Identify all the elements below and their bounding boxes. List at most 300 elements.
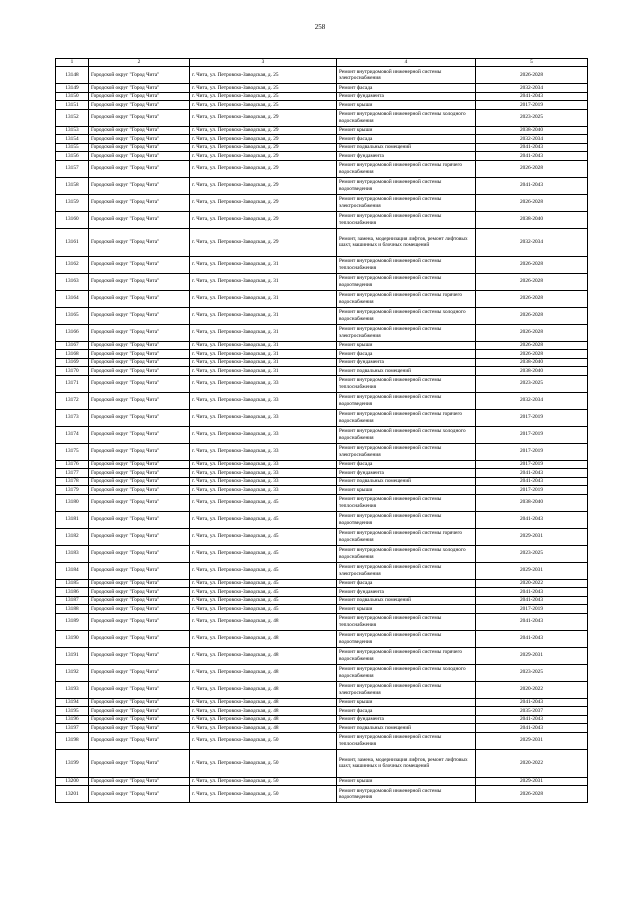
- table-row: [56, 749, 588, 777]
- table-row: [56, 715, 588, 724]
- address-cell: г. Чита, ул. Петровско-Заводская, д. 33: [190, 375, 337, 392]
- address-cell: г. Чита, ул. Петровско-Заводская, д. 45: [190, 588, 337, 597]
- owner-cell: Городской округ "Город Чита": [89, 109, 190, 126]
- row-number-cell: 13173: [56, 409, 89, 426]
- period-cell: 2029-2031: [476, 732, 588, 749]
- page-number: 258: [314, 23, 326, 31]
- period-cell: 2017-2019: [476, 409, 588, 426]
- table-row: [56, 443, 588, 460]
- address-cell: г. Чита, ул. Петровско-Заводская, д. 45: [190, 494, 337, 511]
- work-type-cell: Ремонт внутридомовой инженерной системы горячего водоснабжения: [337, 160, 476, 177]
- row-number-cell: 13192: [56, 664, 89, 681]
- period-cell: 2041-2043: [476, 630, 588, 647]
- work-type-cell: Ремонт, замена, модернизация лифтов, ремонт лифтовых шахт, машинных и блочных помещений: [337, 228, 476, 256]
- period-cell: 2038-2040: [476, 211, 588, 228]
- work-type-cell: Ремонт внутридомовой инженерной системы холодного водоснабжения: [337, 307, 476, 324]
- address-cell: г. Чита, ул. Петровско-Заводская, д. 31: [190, 324, 337, 341]
- period-cell: 2038-2040: [476, 367, 588, 376]
- column-number-2: 2: [89, 59, 190, 67]
- period-cell: 2017-2019: [476, 443, 588, 460]
- address-cell: г. Чита, ул. Петровско-Заводская, д. 31: [190, 367, 337, 376]
- period-cell: 2029-2031: [476, 777, 588, 786]
- column-number-4: 4: [337, 59, 476, 67]
- row-number-cell: 13171: [56, 375, 89, 392]
- row-number-cell: 13181: [56, 511, 89, 528]
- period-cell: 2041-2043: [476, 477, 588, 486]
- work-type-cell: Ремонт крыши: [337, 698, 476, 707]
- table-row: [56, 605, 588, 614]
- period-cell: 2041-2043: [476, 92, 588, 101]
- owner-cell: Городской округ "Город Чита": [89, 290, 190, 307]
- work-type-cell: Ремонт крыши: [337, 126, 476, 135]
- owner-cell: Городской округ "Город Чита": [89, 307, 190, 324]
- period-cell: 2017-2019: [476, 101, 588, 110]
- row-number-cell: 13174: [56, 426, 89, 443]
- period-cell: 2041-2043: [476, 511, 588, 528]
- work-type-cell: Ремонт подвальных помещений: [337, 724, 476, 733]
- period-cell: 2041-2043: [476, 596, 588, 605]
- row-number-cell: 13178: [56, 477, 89, 486]
- table-row: [56, 341, 588, 350]
- owner-cell: Городской округ "Город Чита": [89, 681, 190, 698]
- work-type-cell: Ремонт фундамента: [337, 152, 476, 161]
- row-number-cell: 13152: [56, 109, 89, 126]
- row-number-cell: 13148: [56, 67, 89, 84]
- owner-cell: Городской округ "Город Чита": [89, 707, 190, 716]
- owner-cell: Городской округ "Город Чита": [89, 786, 190, 803]
- address-cell: г. Чита, ул. Петровско-Заводская, д. 29: [190, 143, 337, 152]
- address-cell: г. Чита, ул. Петровско-Заводская, д. 25: [190, 92, 337, 101]
- table-row: [56, 84, 588, 93]
- table-row: [56, 67, 588, 84]
- owner-cell: Городской округ "Город Чита": [89, 477, 190, 486]
- period-cell: 2032-2034: [476, 228, 588, 256]
- table-row: [56, 630, 588, 647]
- address-cell: г. Чита, ул. Петровско-Заводская, д. 29: [190, 126, 337, 135]
- work-type-cell: Ремонт крыши: [337, 486, 476, 495]
- table-row: [56, 324, 588, 341]
- owner-cell: Городской округ "Город Чита": [89, 143, 190, 152]
- address-cell: г. Чита, ул. Петровско-Заводская, д. 25: [190, 101, 337, 110]
- work-type-cell: Ремонт фасада: [337, 135, 476, 144]
- work-type-cell: Ремонт внутридомовой инженерной системы электроснабжения: [337, 324, 476, 341]
- work-type-cell: Ремонт подвальных помещений: [337, 143, 476, 152]
- row-number-cell: 13164: [56, 290, 89, 307]
- table-row: [56, 358, 588, 367]
- owner-cell: Городской округ "Город Чита": [89, 324, 190, 341]
- work-type-cell: Ремонт фундамента: [337, 469, 476, 478]
- work-type-cell: Ремонт крыши: [337, 101, 476, 110]
- period-cell: 2026-2028: [476, 160, 588, 177]
- table-row: [56, 777, 588, 786]
- address-cell: г. Чита, ул. Петровско-Заводская, д. 48: [190, 707, 337, 716]
- address-cell: г. Чита, ул. Петровско-Заводская, д. 31: [190, 290, 337, 307]
- period-cell: 2041-2043: [476, 143, 588, 152]
- table-row: [56, 135, 588, 144]
- period-cell: 2020-2022: [476, 749, 588, 777]
- column-number-1: 1: [56, 59, 89, 67]
- row-number-cell: 13158: [56, 177, 89, 194]
- row-number-cell: 13188: [56, 605, 89, 614]
- row-number-cell: 13162: [56, 256, 89, 273]
- row-number-cell: 13165: [56, 307, 89, 324]
- table-row: [56, 528, 588, 545]
- row-number-cell: 13161: [56, 228, 89, 256]
- period-cell: 2020-2022: [476, 579, 588, 588]
- owner-cell: Городской округ "Город Чита": [89, 273, 190, 290]
- table-row: [56, 152, 588, 161]
- table-row: [56, 786, 588, 803]
- row-number-cell: 13185: [56, 579, 89, 588]
- period-cell: 2026-2028: [476, 324, 588, 341]
- table-row: [56, 126, 588, 135]
- period-cell: 2038-2040: [476, 126, 588, 135]
- table-row: [56, 409, 588, 426]
- work-type-cell: Ремонт внутридомовой инженерной системы холодного водоснабжения: [337, 109, 476, 126]
- work-type-cell: Ремонт внутридомовой инженерной системы теплоснабжения: [337, 613, 476, 630]
- address-cell: г. Чита, ул. Петровско-Заводская, д. 31: [190, 307, 337, 324]
- owner-cell: Городской округ "Город Чита": [89, 367, 190, 376]
- period-cell: 2023-2025: [476, 375, 588, 392]
- owner-cell: Городской округ "Город Чита": [89, 486, 190, 495]
- address-cell: г. Чита, ул. Петровско-Заводская, д. 33: [190, 443, 337, 460]
- period-cell: 2041-2043: [476, 613, 588, 630]
- owner-cell: Городской округ "Город Чита": [89, 647, 190, 664]
- table-row: [56, 579, 588, 588]
- table-row: [56, 194, 588, 211]
- work-type-cell: Ремонт фундамента: [337, 715, 476, 724]
- owner-cell: Городской округ "Город Чита": [89, 426, 190, 443]
- table-row: [56, 392, 588, 409]
- owner-cell: Городской округ "Город Чита": [89, 358, 190, 367]
- address-cell: г. Чита, ул. Петровско-Заводская, д. 31: [190, 273, 337, 290]
- table-row: [56, 109, 588, 126]
- owner-cell: Городской округ "Город Чита": [89, 375, 190, 392]
- address-cell: г. Чита, ул. Петровско-Заводская, д. 48: [190, 613, 337, 630]
- period-cell: 2041-2043: [476, 177, 588, 194]
- period-cell: 2023-2025: [476, 109, 588, 126]
- period-cell: 2029-2031: [476, 647, 588, 664]
- period-cell: 2026-2028: [476, 273, 588, 290]
- work-type-cell: Ремонт внутридомовой инженерной системы теплоснабжения: [337, 211, 476, 228]
- table-row: [56, 307, 588, 324]
- period-cell: 2041-2043: [476, 588, 588, 597]
- owner-cell: Городской округ "Город Чита": [89, 177, 190, 194]
- owner-cell: Городской округ "Город Чита": [89, 698, 190, 707]
- period-cell: 2041-2043: [476, 469, 588, 478]
- table-row: [56, 375, 588, 392]
- table-row: [56, 228, 588, 256]
- work-type-cell: Ремонт внутридомовой инженерной системы электроснабжения: [337, 443, 476, 460]
- table-row: [56, 477, 588, 486]
- work-type-cell: Ремонт фундамента: [337, 358, 476, 367]
- work-type-cell: Ремонт фасада: [337, 84, 476, 93]
- address-cell: г. Чита, ул. Петровско-Заводская, д. 33: [190, 392, 337, 409]
- address-cell: г. Чита, ул. Петровско-Заводская, д. 48: [190, 715, 337, 724]
- address-cell: г. Чита, ул. Петровско-Заводская, д. 48: [190, 681, 337, 698]
- address-cell: г. Чита, ул. Петровско-Заводская, д. 50: [190, 749, 337, 777]
- work-type-cell: Ремонт подвальных помещений: [337, 477, 476, 486]
- table-row: [56, 511, 588, 528]
- row-number-cell: 13180: [56, 494, 89, 511]
- table-row: [56, 681, 588, 698]
- owner-cell: Городской округ "Город Чита": [89, 126, 190, 135]
- owner-cell: Городской округ "Город Чита": [89, 341, 190, 350]
- owner-cell: Городской округ "Город Чита": [89, 409, 190, 426]
- table-row: [56, 545, 588, 562]
- work-type-cell: Ремонт подвальных помещений: [337, 367, 476, 376]
- work-type-cell: Ремонт подвальных помещений: [337, 596, 476, 605]
- row-number-cell: 13175: [56, 443, 89, 460]
- address-cell: г. Чита, ул. Петровско-Заводская, д. 29: [190, 228, 337, 256]
- table-row: [56, 256, 588, 273]
- address-cell: г. Чита, ул. Петровско-Заводская, д. 33: [190, 426, 337, 443]
- work-type-cell: Ремонт внутридомовой инженерной системы горячего водоснабжения: [337, 290, 476, 307]
- period-cell: 2020-2022: [476, 681, 588, 698]
- work-type-cell: Ремонт внутридомовой инженерной системы теплоснабжения: [337, 732, 476, 749]
- owner-cell: Городской округ "Город Чита": [89, 350, 190, 359]
- row-number-cell: 13197: [56, 724, 89, 733]
- row-number-cell: 13194: [56, 698, 89, 707]
- row-number-cell: 13153: [56, 126, 89, 135]
- period-cell: 2029-2031: [476, 562, 588, 579]
- owner-cell: Городской округ "Город Чита": [89, 392, 190, 409]
- table-row: [56, 724, 588, 733]
- owner-cell: Городской округ "Город Чита": [89, 562, 190, 579]
- work-type-cell: Ремонт фундамента: [337, 588, 476, 597]
- table-row: [56, 290, 588, 307]
- address-cell: г. Чита, ул. Петровско-Заводская, д. 31: [190, 256, 337, 273]
- row-number-cell: 13196: [56, 715, 89, 724]
- row-number-cell: 13150: [56, 92, 89, 101]
- owner-cell: Городской округ "Город Чита": [89, 460, 190, 469]
- work-type-cell: Ремонт внутридомовой инженерной системы холодного водоснабжения: [337, 426, 476, 443]
- address-cell: г. Чита, ул. Петровско-Заводская, д. 29: [190, 177, 337, 194]
- work-type-cell: Ремонт внутридомовой инженерной системы электроснабжения: [337, 681, 476, 698]
- row-number-cell: 13159: [56, 194, 89, 211]
- owner-cell: Городской округ "Город Чита": [89, 579, 190, 588]
- work-type-cell: Ремонт крыши: [337, 777, 476, 786]
- address-cell: г. Чита, ул. Петровско-Заводская, д. 45: [190, 528, 337, 545]
- work-type-cell: Ремонт внутридомовой инженерной системы водоотведения: [337, 273, 476, 290]
- address-cell: г. Чита, ул. Петровско-Заводская, д. 45: [190, 545, 337, 562]
- row-number-cell: 13186: [56, 588, 89, 597]
- work-type-cell: Ремонт внутридомовой инженерной системы электроснабжения: [337, 67, 476, 84]
- row-number-cell: 13167: [56, 341, 89, 350]
- address-cell: г. Чита, ул. Петровско-Заводская, д. 48: [190, 647, 337, 664]
- table-row: [56, 101, 588, 110]
- address-cell: г. Чита, ул. Петровско-Заводская, д. 29: [190, 211, 337, 228]
- table-row: [56, 562, 588, 579]
- row-number-cell: 13156: [56, 152, 89, 161]
- table-row: [56, 486, 588, 495]
- address-cell: г. Чита, ул. Петровско-Заводская, д. 31: [190, 341, 337, 350]
- period-cell: 2026-2028: [476, 786, 588, 803]
- address-cell: г. Чита, ул. Петровско-Заводская, д. 31: [190, 350, 337, 359]
- period-cell: 2026-2028: [476, 194, 588, 211]
- period-cell: 2035-2037: [476, 707, 588, 716]
- address-cell: г. Чита, ул. Петровско-Заводская, д. 25: [190, 67, 337, 84]
- row-number-cell: 13166: [56, 324, 89, 341]
- row-number-cell: 13201: [56, 786, 89, 803]
- work-type-cell: Ремонт внутридомовой инженерной системы горячего водоснабжения: [337, 647, 476, 664]
- table-row: [56, 143, 588, 152]
- table-row: [56, 732, 588, 749]
- address-cell: г. Чита, ул. Петровско-Заводская, д. 48: [190, 698, 337, 707]
- address-cell: г. Чита, ул. Петровско-Заводская, д. 31: [190, 358, 337, 367]
- row-number-cell: 13163: [56, 273, 89, 290]
- work-type-cell: Ремонт фасада: [337, 350, 476, 359]
- work-type-cell: Ремонт внутридомовой инженерной системы водоотведения: [337, 630, 476, 647]
- row-number-cell: 13198: [56, 732, 89, 749]
- row-number-cell: 13182: [56, 528, 89, 545]
- work-type-cell: Ремонт внутридомовой инженерной системы водоотведения: [337, 177, 476, 194]
- owner-cell: Городской округ "Город Чита": [89, 613, 190, 630]
- table-row: [56, 273, 588, 290]
- period-cell: 2023-2025: [476, 664, 588, 681]
- owner-cell: Городской округ "Город Чита": [89, 494, 190, 511]
- table-row: [56, 588, 588, 597]
- table-row: [56, 647, 588, 664]
- row-number-cell: 13195: [56, 707, 89, 716]
- table-row: [56, 613, 588, 630]
- address-cell: г. Чита, ул. Петровско-Заводская, д. 33: [190, 469, 337, 478]
- row-number-cell: 13187: [56, 596, 89, 605]
- period-cell: 2017-2019: [476, 486, 588, 495]
- period-cell: 2017-2019: [476, 426, 588, 443]
- table-row: [56, 469, 588, 478]
- row-number-cell: 13189: [56, 613, 89, 630]
- address-cell: г. Чита, ул. Петровско-Заводская, д. 48: [190, 724, 337, 733]
- period-cell: 2029-2031: [476, 528, 588, 545]
- owner-cell: Городской округ "Город Чита": [89, 545, 190, 562]
- row-number-cell: 13154: [56, 135, 89, 144]
- address-cell: г. Чита, ул. Петровско-Заводская, д. 29: [190, 160, 337, 177]
- owner-cell: Городской округ "Город Чита": [89, 630, 190, 647]
- work-type-cell: Ремонт внутридомовой инженерной системы теплоснабжения: [337, 256, 476, 273]
- table-row: [56, 698, 588, 707]
- period-cell: 2026-2028: [476, 307, 588, 324]
- work-type-cell: Ремонт внутридомовой инженерной системы электроснабжения: [337, 562, 476, 579]
- work-type-cell: Ремонт внутридомовой инженерной системы водоотведения: [337, 511, 476, 528]
- period-cell: 2023-2025: [476, 545, 588, 562]
- owner-cell: Городской округ "Город Чита": [89, 443, 190, 460]
- row-number-cell: 13200: [56, 777, 89, 786]
- address-cell: г. Чита, ул. Петровско-Заводская, д. 45: [190, 579, 337, 588]
- table-row: [56, 160, 588, 177]
- work-type-cell: Ремонт крыши: [337, 605, 476, 614]
- period-cell: 2017-2019: [476, 460, 588, 469]
- work-type-cell: Ремонт фасада: [337, 707, 476, 716]
- address-cell: г. Чита, ул. Петровско-Заводская, д. 29: [190, 135, 337, 144]
- column-number-row: [56, 59, 588, 67]
- period-cell: 2041-2043: [476, 715, 588, 724]
- row-number-cell: 13184: [56, 562, 89, 579]
- row-number-cell: 13172: [56, 392, 89, 409]
- address-cell: г. Чита, ул. Петровско-Заводская, д. 29: [190, 194, 337, 211]
- period-cell: 2026-2028: [476, 290, 588, 307]
- owner-cell: Городской округ "Город Чита": [89, 67, 190, 84]
- address-cell: г. Чита, ул. Петровско-Заводская, д. 48: [190, 664, 337, 681]
- period-cell: 2017-2019: [476, 605, 588, 614]
- owner-cell: Городской округ "Город Чита": [89, 101, 190, 110]
- table-row: [56, 350, 588, 359]
- owner-cell: Городской округ "Город Чита": [89, 256, 190, 273]
- owner-cell: Городской округ "Город Чита": [89, 469, 190, 478]
- row-number-cell: 13190: [56, 630, 89, 647]
- address-cell: г. Чита, ул. Петровско-Заводская, д. 33: [190, 409, 337, 426]
- period-cell: 2026-2028: [476, 350, 588, 359]
- row-number-cell: 13179: [56, 486, 89, 495]
- owner-cell: Городской округ "Город Чита": [89, 84, 190, 93]
- address-cell: г. Чита, ул. Петровско-Заводская, д. 29: [190, 152, 337, 161]
- address-cell: г. Чита, ул. Петровско-Заводская, д. 33: [190, 460, 337, 469]
- period-cell: 2026-2028: [476, 341, 588, 350]
- owner-cell: Городской округ "Город Чита": [89, 152, 190, 161]
- address-cell: г. Чита, ул. Петровско-Заводская, д. 45: [190, 562, 337, 579]
- work-type-cell: Ремонт внутридомовой инженерной системы теплоснабжения: [337, 494, 476, 511]
- row-number-cell: 13157: [56, 160, 89, 177]
- owner-cell: Городской округ "Город Чита": [89, 92, 190, 101]
- work-type-cell: Ремонт внутридомовой инженерной системы электроснабжения: [337, 194, 476, 211]
- owner-cell: Городской округ "Город Чита": [89, 528, 190, 545]
- owner-cell: Городской округ "Город Чита": [89, 664, 190, 681]
- work-type-cell: Ремонт внутридомовой инженерной системы водоотведения: [337, 392, 476, 409]
- table-row: [56, 494, 588, 511]
- row-number-cell: 13177: [56, 469, 89, 478]
- work-type-cell: Ремонт фасада: [337, 579, 476, 588]
- owner-cell: Городской округ "Город Чита": [89, 160, 190, 177]
- period-cell: 2041-2043: [476, 698, 588, 707]
- table-row: [56, 596, 588, 605]
- owner-cell: Городской округ "Город Чита": [89, 596, 190, 605]
- row-number-cell: 13193: [56, 681, 89, 698]
- owner-cell: Городской округ "Город Чита": [89, 194, 190, 211]
- row-number-cell: 13170: [56, 367, 89, 376]
- work-type-cell: Ремонт внутридомовой инженерной системы горячего водоснабжения: [337, 409, 476, 426]
- period-cell: 2026-2028: [476, 256, 588, 273]
- owner-cell: Городской округ "Город Чита": [89, 588, 190, 597]
- table-row: [56, 426, 588, 443]
- address-cell: г. Чита, ул. Петровско-Заводская, д. 48: [190, 630, 337, 647]
- owner-cell: Городской округ "Город Чита": [89, 749, 190, 777]
- row-number-cell: 13155: [56, 143, 89, 152]
- row-number-cell: 13191: [56, 647, 89, 664]
- row-number-cell: 13168: [56, 350, 89, 359]
- work-type-cell: Ремонт внутридомовой инженерной системы холодного водоснабжения: [337, 545, 476, 562]
- work-type-cell: Ремонт крыши: [337, 341, 476, 350]
- owner-cell: Городской округ "Город Чита": [89, 777, 190, 786]
- table-row: [56, 177, 588, 194]
- row-number-cell: 13199: [56, 749, 89, 777]
- row-number-cell: 13169: [56, 358, 89, 367]
- row-number-cell: 13149: [56, 84, 89, 93]
- work-type-cell: Ремонт внутридомовой инженерной системы холодного водоснабжения: [337, 664, 476, 681]
- period-cell: 2038-2040: [476, 358, 588, 367]
- address-cell: г. Чита, ул. Петровско-Заводская, д. 50: [190, 732, 337, 749]
- owner-cell: Городской округ "Город Чита": [89, 724, 190, 733]
- period-cell: 2041-2043: [476, 724, 588, 733]
- address-cell: г. Чита, ул. Петровско-Заводская, д. 45: [190, 605, 337, 614]
- table-body: [56, 67, 588, 803]
- address-cell: г. Чита, ул. Петровско-Заводская, д. 33: [190, 477, 337, 486]
- work-type-cell: Ремонт, замена, модернизация лифтов, ремонт лифтовых шахт, машинных и блочных помещений: [337, 749, 476, 777]
- work-type-cell: Ремонт внутридомовой инженерной системы горячего водоснабжения: [337, 528, 476, 545]
- period-cell: 2026-2028: [476, 67, 588, 84]
- column-number-3: 3: [190, 59, 337, 67]
- owner-cell: Городской округ "Город Чита": [89, 211, 190, 228]
- period-cell: 2038-2040: [476, 494, 588, 511]
